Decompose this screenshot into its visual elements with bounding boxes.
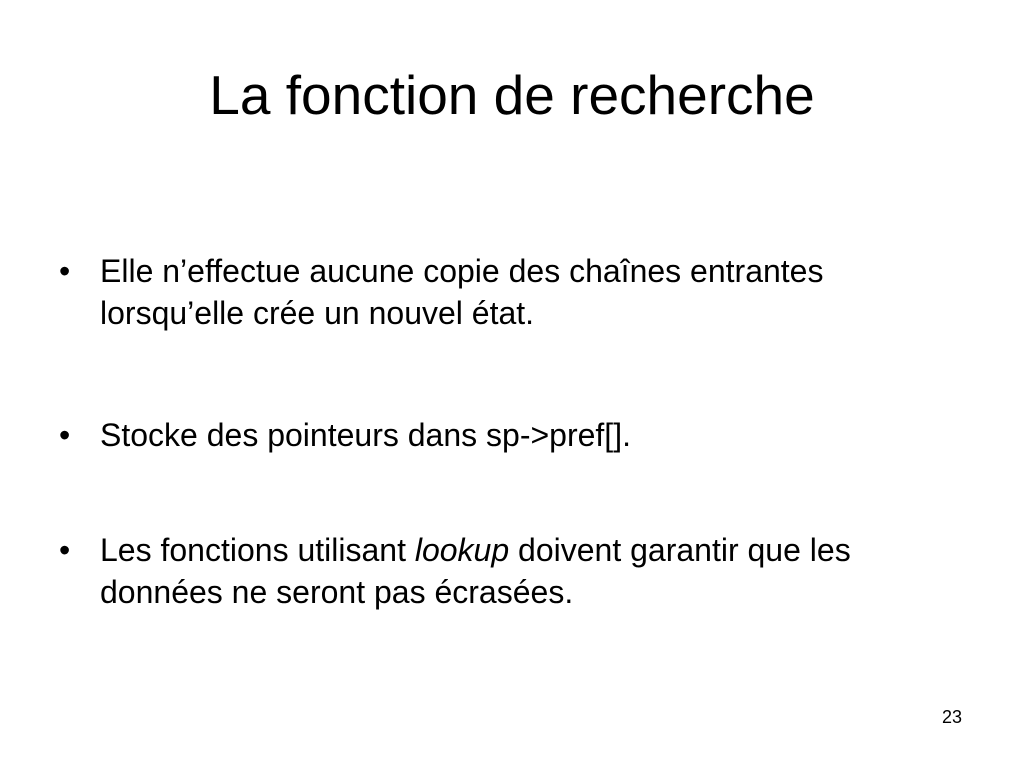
- bullet-item: [59, 250, 939, 334]
- bullet-text-before-emphasis: Les fonctions utilisant: [100, 532, 415, 568]
- bullet-text: Stocke des pointeurs dans sp->pref[].: [100, 417, 631, 453]
- slide-title: La fonction de recherche: [209, 64, 815, 126]
- bullet-icon: •: [59, 253, 71, 289]
- bullet-item: [59, 414, 939, 456]
- page-number: 23: [941, 707, 962, 727]
- emphasized-code-term: lookup: [414, 532, 510, 568]
- bullet-text: Elle n’effectue aucune copie des chaînes entrantes lorsqu’elle crée un nouvel état.: [100, 253, 824, 331]
- bullet-icon: •: [59, 417, 71, 453]
- bullet-text: [100, 529, 939, 613]
- bullet-icon: •: [59, 532, 71, 568]
- bullet-text-after-emphasis: doivent garantir que les données ne seront pas écrasées.: [100, 532, 851, 610]
- bullet-item: [59, 529, 939, 613]
